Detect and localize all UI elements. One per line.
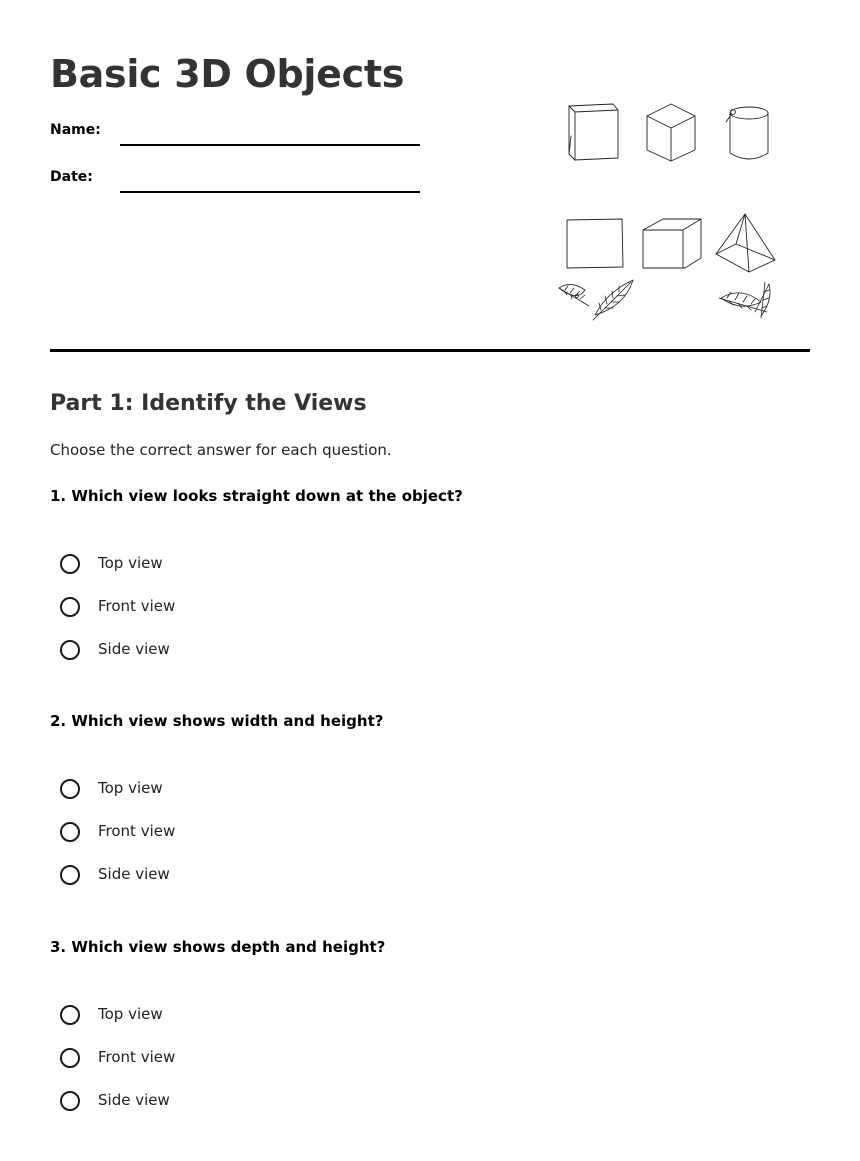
question-text: 3. Which view shows depth and height?	[50, 938, 386, 956]
option-side-view[interactable]	[60, 639, 360, 665]
cube-icon	[569, 104, 618, 160]
cube-front-icon	[567, 219, 623, 268]
radio-button[interactable]	[60, 1005, 80, 1025]
shapes-illustration	[555, 96, 785, 322]
date-field[interactable]	[50, 163, 430, 193]
option-label: Top view	[98, 1005, 163, 1023]
radio-button[interactable]	[60, 1048, 80, 1068]
option-label: Top view	[98, 779, 163, 797]
leaf-icon	[559, 280, 633, 320]
option-label: Side view	[98, 865, 170, 883]
question-text: 2. Which view shows width and height?	[50, 712, 384, 730]
radio-button[interactable]	[60, 554, 80, 574]
option-side-view[interactable]	[60, 864, 360, 890]
option-top-view[interactable]	[60, 778, 360, 804]
header-divider	[50, 349, 810, 352]
question-text: 1. Which view looks straight down at the object?	[50, 487, 463, 505]
name-input-line[interactable]	[120, 144, 420, 146]
radio-button[interactable]	[60, 597, 80, 617]
option-label: Front view	[98, 822, 176, 840]
radio-button[interactable]	[60, 779, 80, 799]
radio-button[interactable]	[60, 865, 80, 885]
option-front-view[interactable]	[60, 596, 360, 622]
date-label: Date:	[50, 169, 93, 185]
section-title: Part 1: Identify the Views	[50, 391, 367, 416]
option-label: Side view	[98, 640, 170, 658]
option-front-view[interactable]	[60, 821, 360, 847]
option-label: Front view	[98, 1048, 176, 1066]
option-top-view[interactable]	[60, 1004, 360, 1030]
name-field[interactable]	[50, 116, 430, 146]
name-label: Name:	[50, 122, 101, 138]
option-front-view[interactable]	[60, 1047, 360, 1073]
option-top-view[interactable]	[60, 553, 360, 579]
leaf-icon	[719, 282, 770, 318]
option-label: Top view	[98, 554, 163, 572]
radio-button[interactable]	[60, 640, 80, 660]
option-side-view[interactable]	[60, 1090, 360, 1116]
option-label: Side view	[98, 1091, 170, 1109]
date-input-line[interactable]	[120, 191, 420, 193]
cylinder-icon	[726, 107, 768, 159]
pyramid-icon	[716, 214, 775, 272]
radio-button[interactable]	[60, 1091, 80, 1111]
option-label: Front view	[98, 597, 176, 615]
cube-icon	[643, 219, 701, 268]
worksheet-title: Basic 3D Objects	[50, 52, 405, 96]
cube-icon	[647, 104, 695, 161]
radio-button[interactable]	[60, 822, 80, 842]
instructions-text: Choose the correct answer for each question.	[50, 441, 392, 459]
worksheet-page	[50, 0, 810, 1161]
